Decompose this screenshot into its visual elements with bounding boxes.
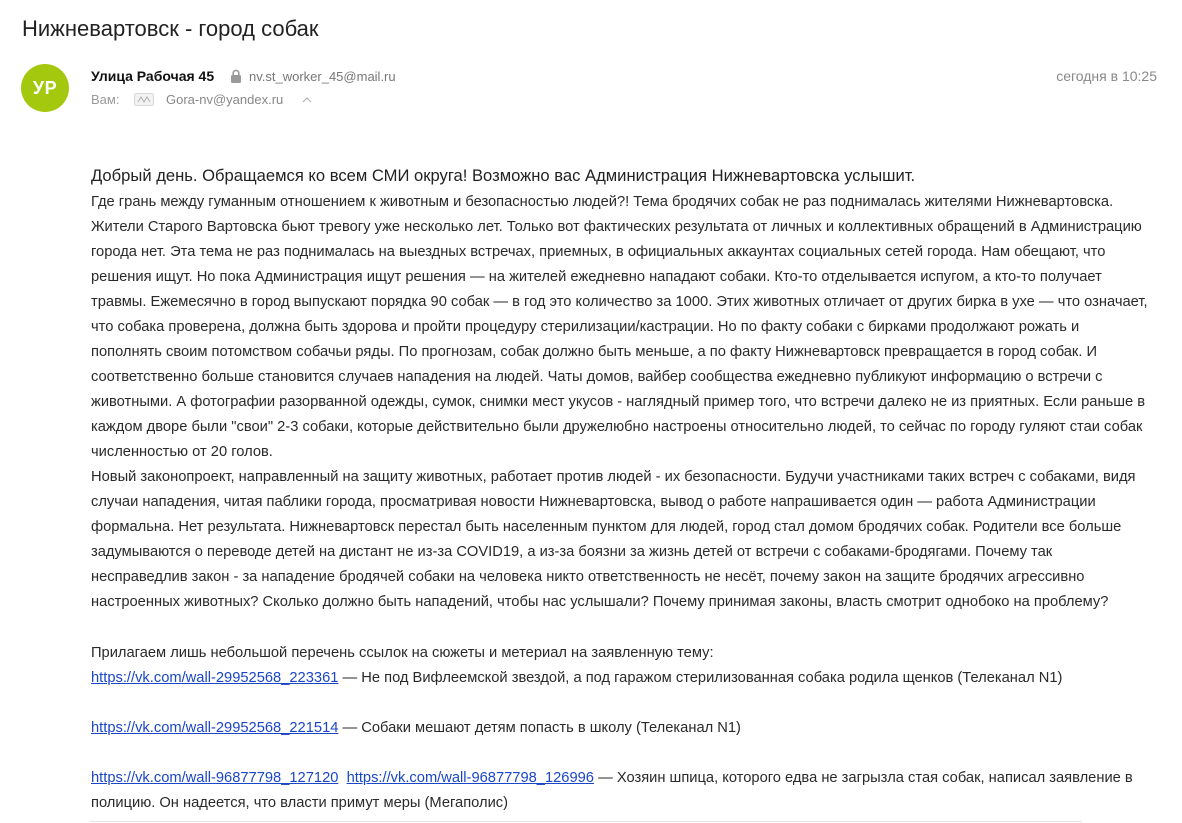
link-item [91, 716, 1151, 741]
link-url[interactable]: https://vk.com/wall-29952568_223361 [91, 670, 339, 686]
link-description: — Хозяин шпица, которого едва не загрызла стая собак, написал заявление в полицию. Он надеется, что власти примут меры (Мегаполис) [91, 770, 1133, 811]
links-intro: Прилагаем лишь небольшой перечень ссылок на сюжеты и метериал на заявленную тему: [91, 645, 714, 661]
email-greeting: Добрый день. Обращаемся ко всем СМИ округа! Возможно вас Администрация Нижневартовска услышит. [91, 166, 916, 185]
sender-initials: УР [32, 77, 58, 98]
sender-name[interactable]: Улица Рабочая 45 [91, 68, 215, 84]
recipient-email[interactable]: Gora-nv@yandex.ru [166, 92, 284, 107]
sender-email[interactable]: nv.st_worker_45@mail.ru [249, 69, 396, 84]
recipient-logo-icon [134, 93, 154, 106]
link-url[interactable]: https://vk.com/wall-29952568_221514 [91, 720, 339, 736]
sender-avatar[interactable] [21, 64, 69, 112]
divider [90, 821, 1082, 822]
link-item [91, 766, 1151, 816]
email-paragraph-1: Где грань между гуманным отношением к животным и безопасностью людей?! Тема бродячих собак не раз поднималась жителями Нижневартовска. Жители Старого Вартовска бьют тревогу уже несколько лет. Только вот фактических результата от личных и коллективных обращений в Администрацию города нет. Эта тема не раз поднималась на выездных встречах, приемных, в официальных аккаунтах социальных сетей города. Нам обещают, что решения ищут. Но пока Администрация ищут решения — на жителей ежедневно нападают собаки. Кто-то отделывается испугом, а кто-то получает травмы. Ежемесячно в город выпускают порядка 90 собак — в год это количество за 1000. Этих животных отличает от других бирка в ухе — что означает, что собака проверена, должна быть здорова и пройти процедуру стерилизации/кастрации. Но по факту собаки с бирками продолжают рожать и пополнять своим потомством собачьи ряды. По прогнозам, собак должно быть меньше, а по факту Нижневартовск превращается в город собак. И соответственно больше становится случаев нападения на людей. Чаты домов, вайбер сообщества ежедневно публикуют информацию о встречи с животными. А фотографии разорванной одежды, сумок, снимки мест укусов - наглядный пример того, что встречи далеко не из приятных. Если раньше в каждом дворе были "свои" 2-3 собаки, которые действительно были дружелюбно настроены относительно людей, то сейчас по городу гуляют стаи собак численностью от 20 голов. [91, 194, 1148, 460]
email-subject: Нижневартовск - город собак [22, 16, 319, 41]
email-date: сегодня в 10:25 [1056, 68, 1157, 84]
link-description: — Собаки мешают детям попасть в школу (Телеканал N1) [338, 720, 741, 736]
lock-icon [230, 69, 242, 83]
link-url[interactable]: https://vk.com/wall-96877798_127120 [91, 770, 339, 786]
recipient-label: Вам: [91, 92, 120, 107]
link-description: — Не под Вифлеемской звездой, а под гаражом стерилизованная собака родила щенков (Телеканал N1) [338, 670, 1063, 686]
email-paragraph-2: Новый законопроект, направленный на защиту животных, работает против людей - их безопасности. Будучи участниками таких встреч с собаками, видя случаи нападения, читая паблики города, просматривая новости Нижневартовска, вывод о работе напрашивается один — работа Администрации формальна. Нет результата. Нижневартовск перестал быть населенным пунктом для людей, город стал домом бродячих собак. Родители все больше задумываются о переводе детей на дистант не из-за COVID19, а из-за боязни за жизнь детей от встречи с собаками-бродягами. Почему так несправедлив закон - за нападение бродячей собаки на человека никто ответственность не несёт, почему закон на защите бродячих агрессивно настроенных животных? Сколько должно быть нападений, чтобы нас услышали? Почему принимая законы, власть смотрит однобоко на проблему? [91, 469, 1136, 610]
link-item [91, 666, 1151, 691]
chevron-up-icon[interactable] [302, 96, 312, 103]
link-url-secondary[interactable]: https://vk.com/wall-96877798_126996 [346, 770, 594, 786]
